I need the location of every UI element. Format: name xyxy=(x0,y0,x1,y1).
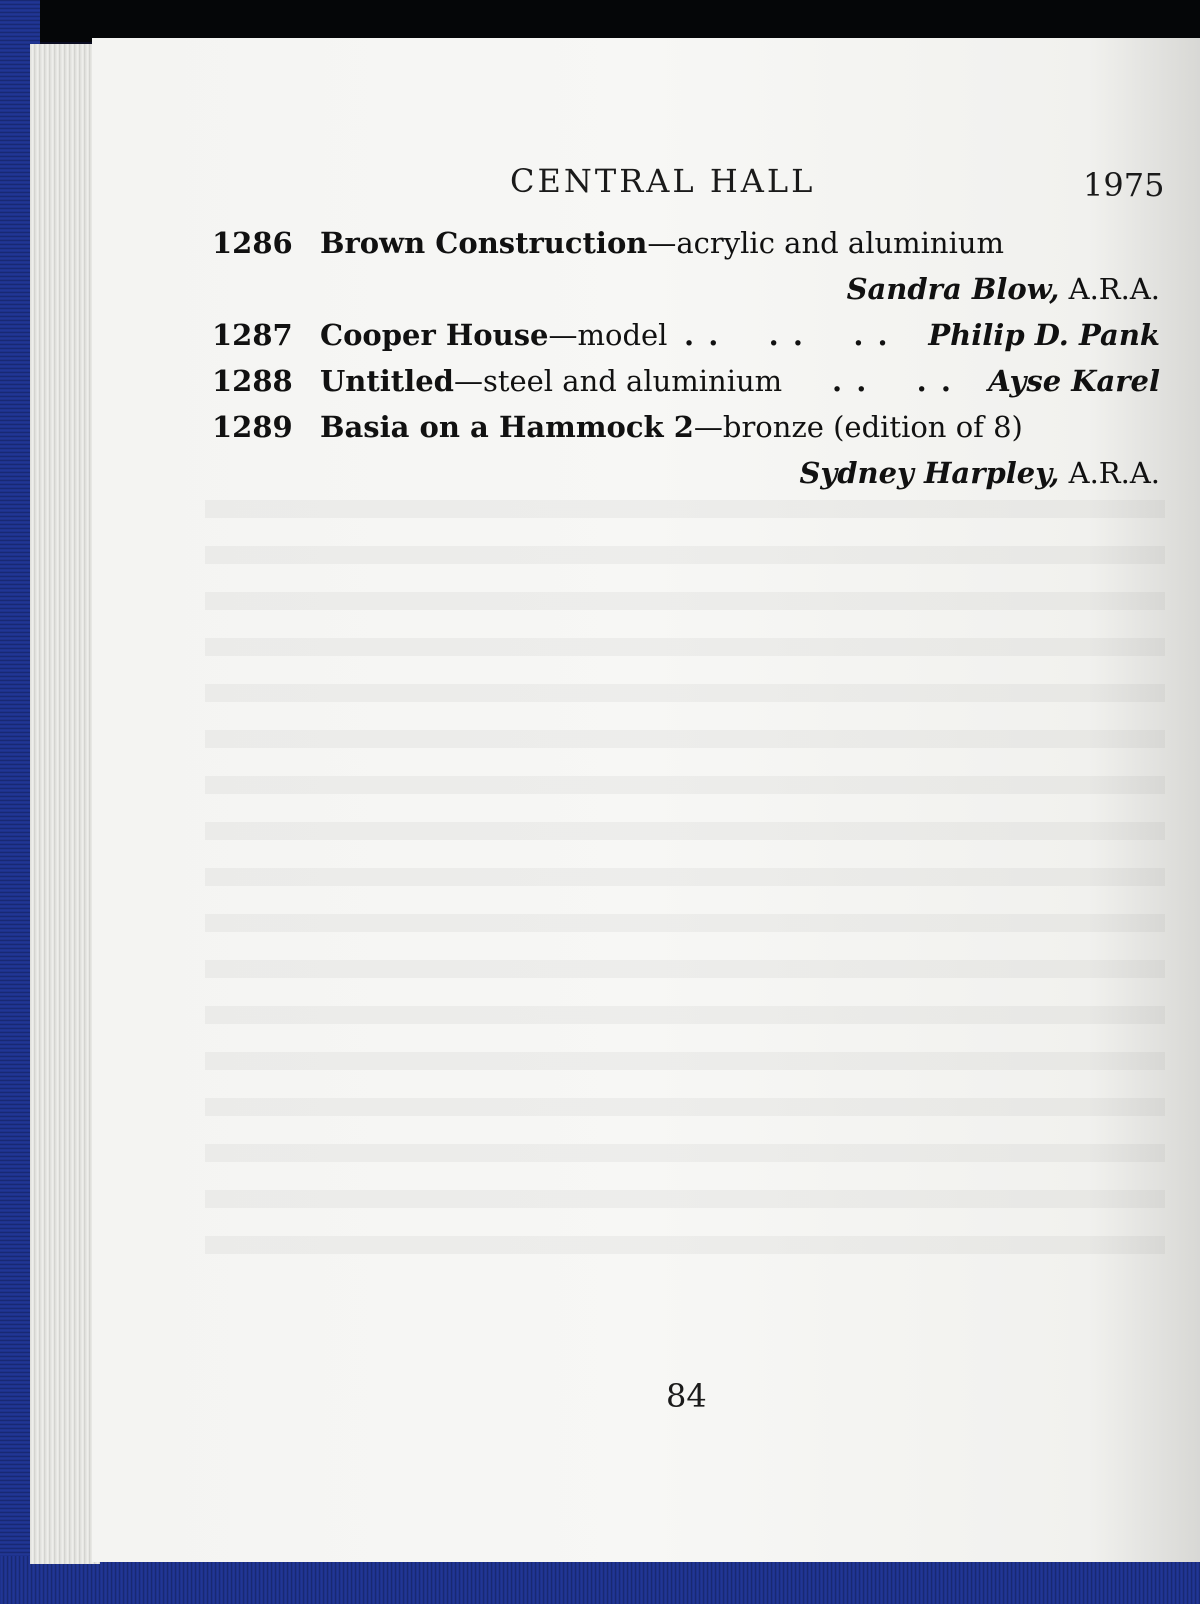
entry-number: 1286 xyxy=(212,226,293,260)
entry-artist xyxy=(847,272,1160,306)
artist-name: Philip D. Pank xyxy=(928,318,1160,352)
entry-artist xyxy=(988,364,1160,398)
show-through-text xyxy=(205,500,1165,1260)
artist-suffix: A.R.A. xyxy=(1059,272,1160,306)
entry-number: 1289 xyxy=(212,410,293,444)
artist-suffix: A.R.A. xyxy=(1059,456,1160,490)
book-cover-top xyxy=(0,0,1200,42)
entry-title: Cooper House xyxy=(320,318,549,352)
entry-description xyxy=(320,226,1004,260)
book-cover-bottom xyxy=(0,1556,1200,1604)
entry-1289 xyxy=(212,410,1160,456)
page-year: 1975 xyxy=(1083,166,1165,204)
page-edges xyxy=(30,44,100,1564)
entry-medium: —steel and aluminium xyxy=(453,364,783,398)
entry-artist xyxy=(799,456,1160,490)
entry-title: Brown Construction xyxy=(320,226,648,260)
entry-medium: —acrylic and aluminium xyxy=(647,226,1005,260)
entry-1286-artist-line xyxy=(212,272,1160,318)
entry-description xyxy=(320,318,667,352)
artist-name: Sandra Blow, xyxy=(846,272,1060,306)
entry-medium: —model xyxy=(548,318,668,352)
leader-dots: . . . . . . xyxy=(684,318,890,352)
entry-number: 1287 xyxy=(212,318,293,352)
entry-1289-artist-line xyxy=(212,456,1160,502)
entry-description xyxy=(320,410,1023,444)
entry-title: Basia on a Hammock 2 xyxy=(320,410,694,444)
artist-name: Ayse Karel xyxy=(988,364,1160,398)
leader-dots: . . . . xyxy=(832,364,953,398)
entry-1287 xyxy=(212,318,1160,364)
entry-description xyxy=(320,364,782,398)
entry-1288 xyxy=(212,364,1160,410)
page-number: 84 xyxy=(666,1377,707,1415)
entry-medium: —bronze (edition of 8) xyxy=(693,410,1023,444)
entry-1286 xyxy=(212,226,1160,272)
entry-title: Untitled xyxy=(320,364,454,398)
artist-name: Sydney Harpley, xyxy=(799,456,1060,490)
entry-number: 1288 xyxy=(212,364,293,398)
entry-artist xyxy=(928,318,1160,352)
running-head: CENTRAL HALL xyxy=(510,162,816,200)
